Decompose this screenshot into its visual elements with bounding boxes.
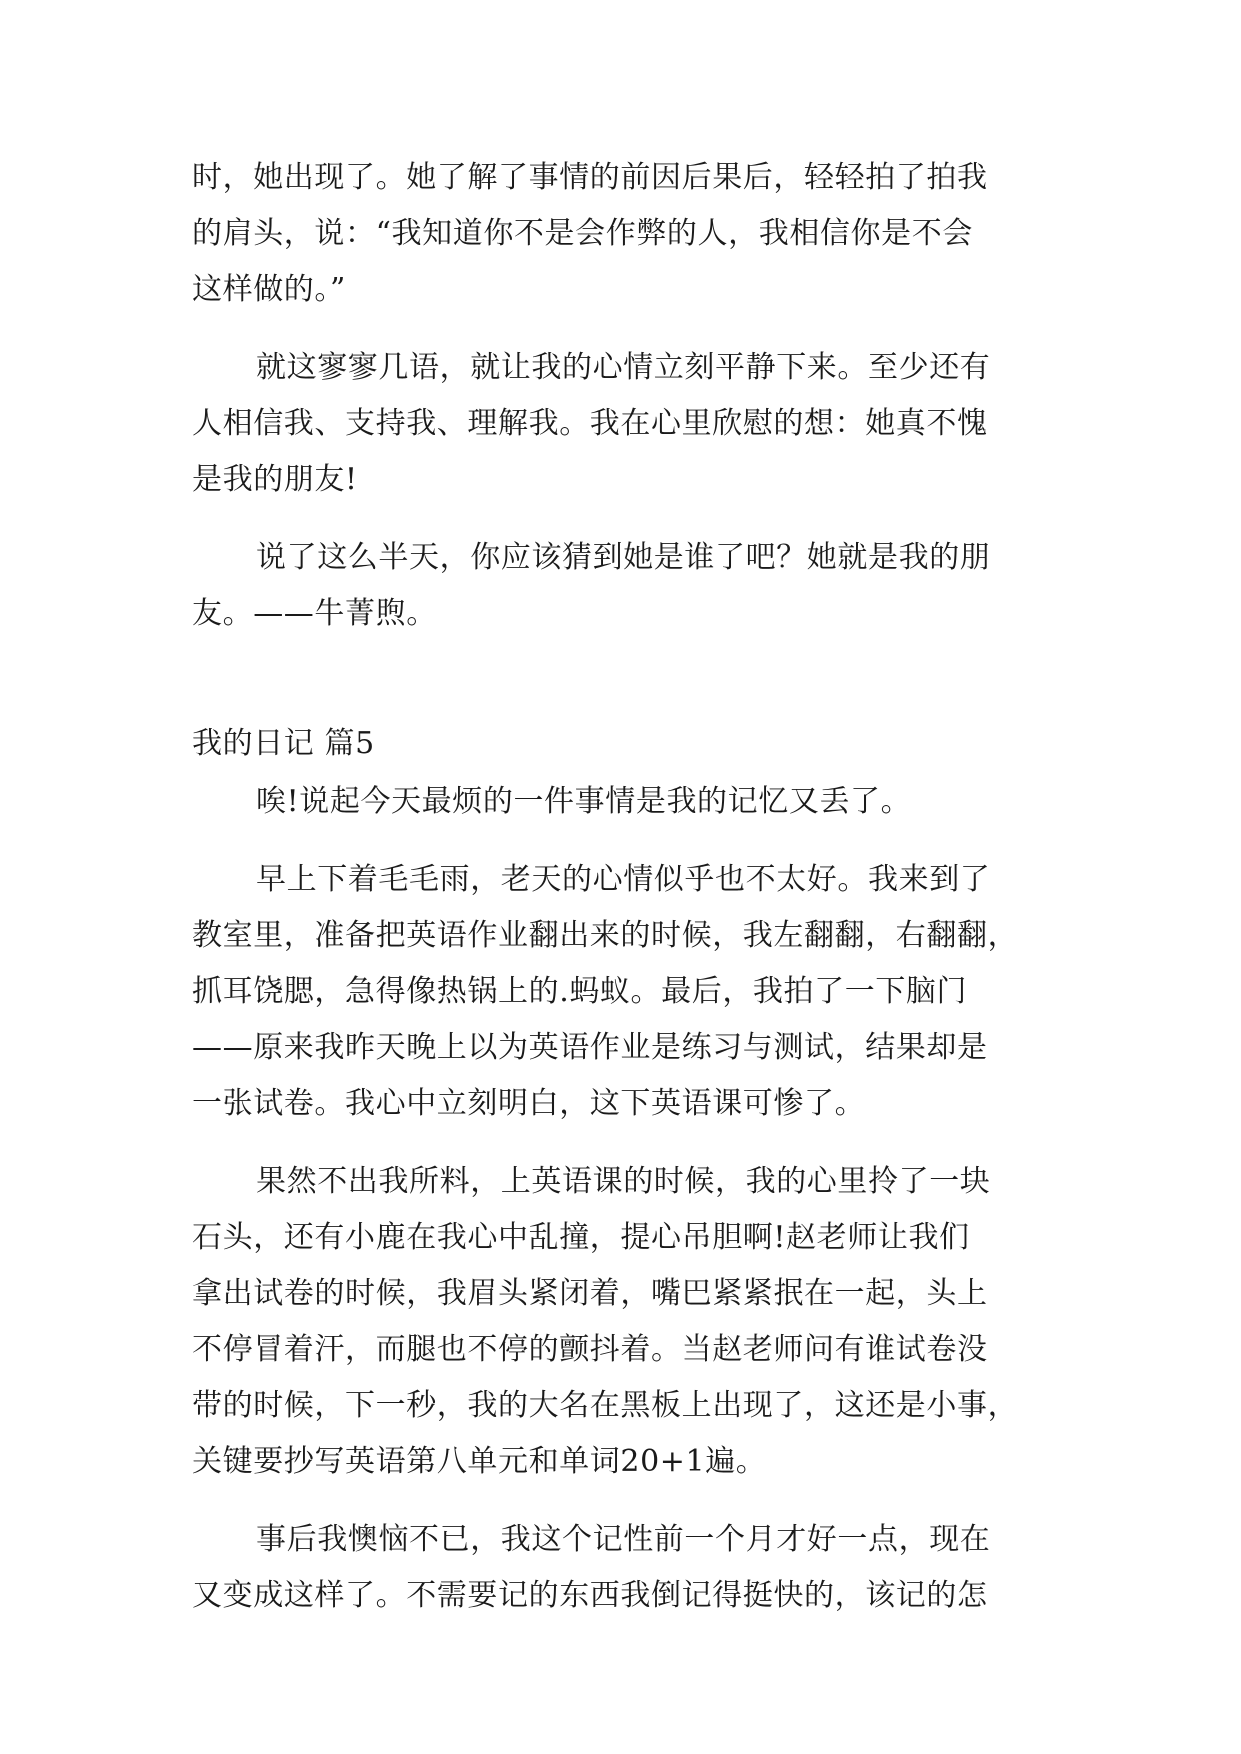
text-line: 不停冒着汗，而腿也不停的颤抖着。当赵老师问有谁试卷没 — [192, 1332, 988, 1367]
paragraph-start-line: 事后我懊恼不已，我这个记性前一个月才好一点，现在 — [256, 1522, 991, 1557]
paragraph-start-line: 果然不出我所料，上英语课的时候，我的心里拎了一块 — [256, 1164, 991, 1199]
text-line: 又变成这样了。不需要记的东西我倒记得挺快的，该记的怎 — [192, 1578, 988, 1613]
text-line: 拿出试卷的时候，我眉头紧闭着，嘴巴紧紧抿在一起，头上 — [192, 1276, 988, 1311]
paragraph-start-line: 说了这么半天，你应该猜到她是谁了吧？她就是我的朋 — [256, 540, 991, 575]
text-line: 人相信我、支持我、理解我。我在心里欣慰的想：她真不愧 — [192, 406, 988, 441]
paragraph-start-line: 早上下着毛毛雨，老天的心情似乎也不太好。我来到了 — [256, 862, 991, 897]
text-line: 抓耳饶腮，急得像热锅上的.蚂蚁。最后，我拍了一下脑门 — [192, 974, 968, 1009]
text-line: 友。——牛菁煦。 — [192, 596, 437, 631]
text-line: 是我的朋友! — [192, 462, 358, 497]
text-line: ——原来我昨天晚上以为英语作业是练习与测试，结果却是 — [192, 1030, 988, 1065]
text-line: 时，她出现了。她了解了事情的前因后果后，轻轻拍了拍我 — [192, 160, 988, 195]
paragraph-start-line: 唉!说起今天最烦的一件事情是我的记忆又丢了。 — [256, 784, 912, 819]
text-line: 带的时候，下一秒，我的大名在黑板上出现了，这还是小事， — [192, 1388, 1019, 1423]
paragraph-start-line: 就这寥寥几语，就让我的心情立刻平静下来。至少还有 — [256, 350, 991, 385]
text-line: 的肩头，说：“我知道你不是会作弊的人，我相信你是不会 — [192, 216, 973, 251]
section-heading: 我的日记 篇5 — [192, 726, 375, 761]
text-line: 教室里，准备把英语作业翻出来的时候，我左翻翻，右翻翻， — [192, 918, 1019, 953]
text-line: 石头，还有小鹿在我心中乱撞，提心吊胆啊!赵老师让我们 — [192, 1220, 970, 1255]
text-line: 关键要抄写英语第八单元和单词20+1遍。 — [192, 1444, 767, 1479]
text-line: 这样做的。” — [192, 272, 346, 307]
text-line: 一张试卷。我心中立刻明白，这下英语课可惨了。 — [192, 1086, 866, 1121]
